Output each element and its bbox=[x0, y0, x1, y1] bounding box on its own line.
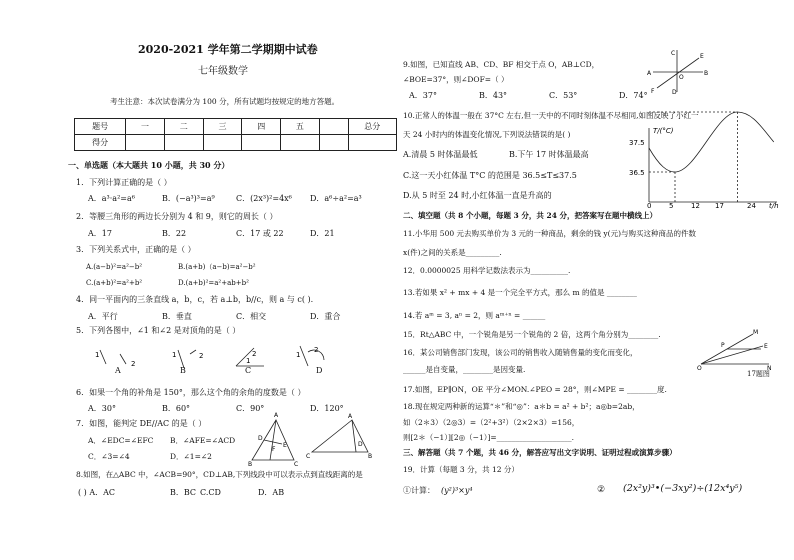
q9-label: O bbox=[679, 74, 684, 81]
question-9-line-2: ∠BOE=37°，则∠DOF=（ ） bbox=[403, 75, 509, 84]
q9-label: E bbox=[700, 53, 704, 60]
question-10: 10.正常人的体温一般在 37°C 左右,但一天中的不同时刻体温不尽相同,如图反映了小红一 bbox=[403, 111, 699, 120]
q17-figure-caption: 17题图 bbox=[747, 370, 770, 378]
question-18-line-2: 如（2＊3）（2◎3）=（2²+3²）（2×2×3）=156， bbox=[403, 418, 580, 427]
score-cell[interactable] bbox=[281, 135, 320, 151]
q7-label: A bbox=[274, 412, 279, 419]
question-2: 2．等腰三角形的两边长分别为 4 和 9，则它的周长（ ） bbox=[76, 212, 278, 221]
question-17: 17.如图，EP∥ON，OE 平分∠MON.∠PEO = 28°，则∠MPE = ________度. bbox=[403, 385, 667, 394]
temperature-graph bbox=[627, 124, 787, 208]
question-8: 8.如图，在△ABC 中，∠ACB=90°，CD⊥AB,下列线段中可以表示点到直线距离的是 bbox=[76, 470, 363, 479]
q9-label: D bbox=[672, 89, 677, 96]
q7-label: E bbox=[283, 442, 287, 449]
q3-option-a: A.(a−b)²=a²−b² bbox=[86, 263, 143, 271]
graph-x-label: t/h bbox=[769, 202, 779, 210]
question-10-line-2: 天 24 小时内的体温变化情况,下列说法错误的是( ) bbox=[403, 130, 571, 139]
q8-option-a: ( ) A．AC bbox=[78, 488, 116, 497]
q8-option-b: B．BC bbox=[170, 488, 197, 497]
q2-option-b: B．22 bbox=[162, 229, 187, 238]
q5-angle-number: 2 bbox=[199, 352, 204, 360]
q7-label: B bbox=[248, 461, 253, 468]
score-header-cell: 题号 bbox=[75, 119, 126, 135]
q6-option-d: D．120° bbox=[310, 404, 344, 413]
x-tick-24: 24 bbox=[747, 202, 756, 210]
q5-angle-number: 2 bbox=[314, 346, 319, 354]
question-15: 15．Rt△ABC 中，一个锐角是另一个锐角的 2 倍，这两个角分别为________. bbox=[403, 330, 661, 339]
q10-option-b: B.下午 17 时体温最高 bbox=[509, 150, 589, 159]
score-header-cell: 一 bbox=[126, 119, 165, 135]
q10-option-c: C.这一天小红体温 T°C 的范围是 36.5≤T≤37.5 bbox=[403, 171, 577, 180]
q8-label: D bbox=[358, 441, 363, 448]
question-16: 16．某公司销售部门发现，该公司的销售收入随销售量的变化而变化， bbox=[403, 348, 638, 357]
q17-label: E bbox=[764, 343, 768, 350]
q8-option-d: D．AB bbox=[258, 488, 285, 497]
section-2-heading: 二、填空题（共 8 个小题，每题 3 分，共 24 分，把答案写在题中横线上） bbox=[403, 211, 658, 220]
score-header-cell: 四 bbox=[242, 119, 281, 135]
section-3-heading: 三、解答题（共 7 个题，共 46 分，解答应写出文字说明、证明过程或演算步骤） bbox=[403, 448, 677, 457]
temperature-curve bbox=[649, 112, 774, 172]
right-column bbox=[397, 0, 794, 560]
score-header-cell: 二 bbox=[164, 119, 203, 135]
score-header-cell bbox=[319, 119, 348, 135]
q5-angle-number: 1 bbox=[296, 351, 301, 359]
q5-angle-figures bbox=[86, 340, 346, 374]
q17-label: N bbox=[767, 365, 772, 372]
q1-option-c: C．(2x³)²=4x⁶ bbox=[236, 194, 292, 203]
q5-option-d: D bbox=[316, 366, 323, 375]
q5-option-c: C bbox=[245, 366, 252, 375]
q10-option-a: A.清晨 5 时体温最低 bbox=[403, 150, 478, 159]
question-6: 6．如果一个角的补角是 150°，那么这个角的余角的度数是（ ） bbox=[76, 388, 306, 397]
q4-option-c: C．相交 bbox=[236, 312, 267, 321]
q17-label: M bbox=[753, 329, 759, 336]
q9-option-b: B．43° bbox=[479, 91, 508, 100]
q3-option-c: C.(a+b)²=a²+b² bbox=[86, 279, 143, 287]
q2-option-a: A．17 bbox=[88, 229, 112, 238]
q8-label: B bbox=[368, 453, 373, 460]
score-cell[interactable] bbox=[242, 135, 281, 151]
q7-option-b: B．∠AFE=∠ACD bbox=[170, 436, 236, 445]
q17-label: P bbox=[721, 342, 725, 349]
q7-label: F bbox=[272, 446, 276, 453]
score-header-cell: 三 bbox=[203, 119, 242, 135]
question-18: 18.现在规定两种新的运算“＊”和“◎”：a＊b = a² + b²；a◎b=2ab， bbox=[403, 402, 640, 411]
score-header-cell: 总分 bbox=[348, 119, 396, 135]
q9-option-d: D．74° bbox=[619, 91, 648, 100]
q1-option-a: A．a³·a²=a⁶ bbox=[88, 194, 135, 203]
q19-part-2-expression: (2x²y)³•(−3xy²)÷(12x⁴y⁵) bbox=[623, 483, 743, 494]
score-cell[interactable] bbox=[203, 135, 242, 151]
score-header-cell: 五 bbox=[281, 119, 320, 135]
q19-part-1-label: ①计算： bbox=[403, 486, 435, 495]
q19-part-2-label: ② bbox=[597, 485, 606, 495]
x-tick-5: 5 bbox=[669, 202, 674, 210]
q17-label: O bbox=[697, 365, 702, 372]
question-16-line-2: ______是自变量，________是因变量. bbox=[403, 365, 526, 374]
q8-right-triangle-figure bbox=[306, 413, 378, 460]
q8-option-c: C.CD bbox=[200, 488, 221, 497]
q5-angle-number: 1 bbox=[95, 351, 100, 359]
score-cell[interactable] bbox=[164, 135, 203, 151]
q5-option-b: B bbox=[180, 366, 186, 375]
question-12: 12．0.0000025 用科学记数法表示为__________. bbox=[403, 266, 571, 275]
q5-angle-number: 1 bbox=[172, 351, 177, 359]
q19-part-1-expression: (y²)³×y⁴ bbox=[441, 486, 473, 495]
q5-angle-number: 1 bbox=[246, 357, 251, 365]
q4-option-a: A．平行 bbox=[88, 312, 118, 321]
q3-option-d: D.(a+b)²=a²+ab+b² bbox=[178, 279, 249, 287]
question-7: 7．如图，能判定 DE//AC 的是（ ） bbox=[76, 419, 207, 428]
q2-option-c: C．17 或 22 bbox=[236, 229, 284, 238]
question-11-line-2: x(件)之间的关系是_________. bbox=[403, 248, 502, 257]
q5-angle-number: 2 bbox=[131, 360, 136, 368]
q9-label: B bbox=[704, 70, 709, 77]
q3-option-b: B.(a+b)（a−b)=a²−b² bbox=[178, 263, 256, 271]
question-18-line-3: 则[2＊（−1）][2◎（−1）]=____________________. bbox=[403, 433, 575, 442]
q10-option-d: D.从 5 时至 24 时,小红体温一直是升高的 bbox=[403, 191, 552, 200]
score-cell[interactable] bbox=[348, 135, 396, 151]
question-19: 19．计算（每题 3 分，共 12 分） bbox=[403, 465, 519, 474]
q9-option-c: C．53° bbox=[549, 91, 578, 100]
question-3: 3．下列关系式中，正确的是（ ） bbox=[76, 245, 196, 254]
score-table bbox=[74, 118, 397, 151]
section-1-heading: 一、单选题（本大题共 10 小题，共 30 分） bbox=[68, 160, 230, 170]
score-cell[interactable] bbox=[319, 135, 348, 151]
q9-label: A bbox=[647, 70, 652, 77]
q17-figure bbox=[697, 330, 773, 370]
q4-option-d: D．重合 bbox=[310, 312, 341, 321]
q9-label: C bbox=[671, 50, 676, 57]
q9-option-a: A．37° bbox=[409, 91, 437, 100]
question-5: 5．下列各图中，∠1 和∠2 是对顶角的是（ ） bbox=[76, 326, 241, 335]
q8-label: A bbox=[348, 413, 353, 420]
y-tick-37-5: 37.5 bbox=[629, 139, 645, 147]
exam-title: 2020-2021 学年第二学期期中试卷 bbox=[138, 43, 318, 56]
q7-label: C bbox=[294, 461, 299, 468]
score-row-label: 得分 bbox=[75, 135, 126, 151]
question-14: 14.若 aᵐ = 3, aⁿ = 2，则 aᵐ⁺ⁿ = ______ bbox=[403, 311, 546, 320]
question-9: 9.如图，已知直线 AB、CD、BF 相交于点 O，AB⊥CD， bbox=[403, 60, 600, 69]
q7-option-d: D．∠1=∠2 bbox=[170, 452, 212, 461]
q7-option-c: C．∠3=∠4 bbox=[88, 452, 130, 461]
q6-option-b: B．60° bbox=[162, 404, 191, 413]
q6-option-a: A．30° bbox=[88, 404, 116, 413]
q7-option-a: A．∠EDC=∠EFC bbox=[88, 436, 154, 445]
q8-label: C bbox=[306, 453, 311, 460]
x-tick-17: 17 bbox=[715, 202, 724, 210]
question-11: 11.小华用 500 元去购买单价为 3 元的一种商品，剩余的钱 y(元)与购买这种商品的件数 bbox=[403, 229, 697, 238]
q5-angle-number: 2 bbox=[252, 350, 257, 358]
question-1: 1．下列计算正确的是（ ） bbox=[76, 178, 172, 187]
q9-lines-figure bbox=[647, 48, 711, 94]
q9-label: F bbox=[651, 88, 655, 95]
q7-triangle-figure bbox=[248, 412, 300, 468]
question-4: 4．同一平面内的三条直线 a，b，c，若 a⊥b，b//c，则 a 与 c( ). bbox=[76, 295, 314, 304]
q1-option-d: D．a⁶÷a²=a³ bbox=[310, 194, 362, 203]
question-13: 13.若如果 x² + mx + 4 是一个完全平方式，那么 m 的值是 ________ bbox=[403, 288, 637, 297]
exam-subtitle: 七年级数学 bbox=[198, 66, 248, 77]
x-tick-12: 12 bbox=[691, 202, 700, 210]
q5-option-a: A bbox=[115, 366, 121, 375]
score-cell[interactable] bbox=[126, 135, 165, 151]
y-tick-36-5: 36.5 bbox=[629, 169, 645, 177]
q6-option-c: C．90° bbox=[236, 404, 265, 413]
q2-option-d: D．21 bbox=[310, 229, 335, 238]
q4-option-b: B．垂直 bbox=[162, 312, 192, 321]
graph-y-label: T/(°C) bbox=[653, 127, 674, 135]
notice: 考生注意：本次试卷满分为 100 分，所有试题均按规定的地方答题。 bbox=[110, 97, 340, 106]
q7-label: D bbox=[258, 435, 263, 442]
x-tick-0: 0 bbox=[647, 202, 652, 210]
q1-option-b: B．(−a³)³=a⁹ bbox=[162, 194, 215, 203]
